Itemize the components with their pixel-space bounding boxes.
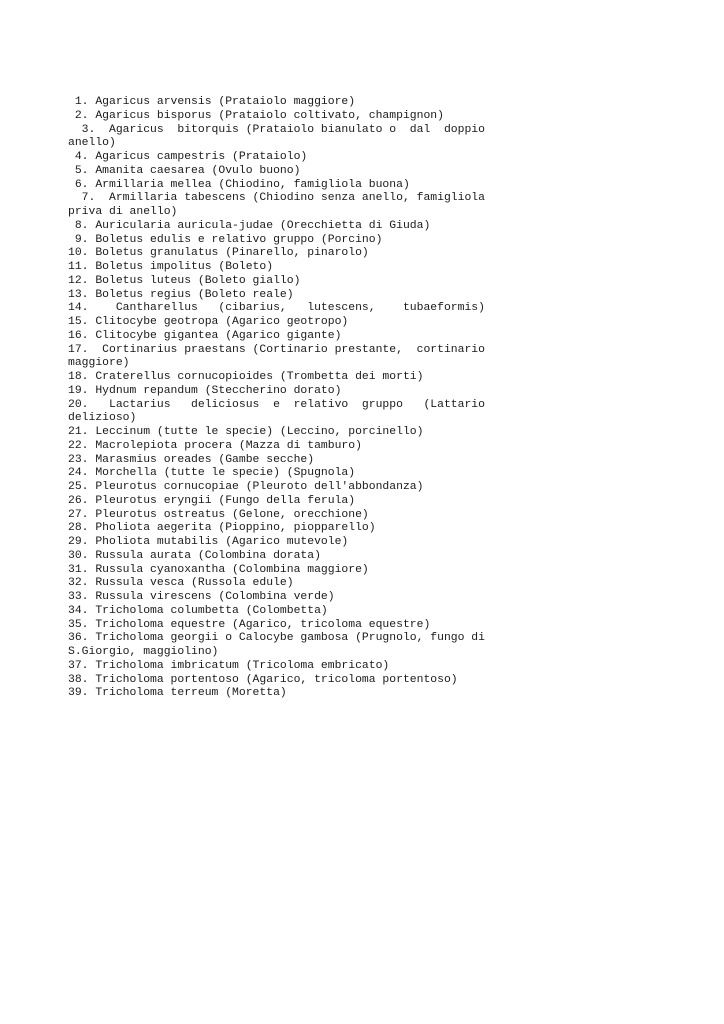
list-item-text: 27. Pleurotus ostreatus (Gelone, orecchione) (68, 508, 369, 521)
list-item-text: 8. Auricularia auricula-judae (Orecchietta di Giuda) (68, 219, 431, 232)
list-item-text: 12. Boletus luteus (Boleto giallo) (68, 274, 301, 287)
list-item-text: 22. Macrolepiota procera (Mazza di tamburo) (68, 439, 362, 452)
list-item-text: 11. Boletus impolitus (Boleto) (68, 261, 274, 273)
list-item (68, 674, 518, 688)
list-item (68, 275, 518, 289)
list-item (68, 316, 518, 330)
list-item (68, 660, 518, 674)
list-item (68, 536, 518, 550)
list-item (68, 495, 518, 509)
list-item (68, 371, 518, 385)
list-item-continuation: maggiore) (68, 357, 130, 370)
list-item-text: 21. Leccinum (tutte le specie) (Leccino, porcinello) (68, 426, 424, 438)
list-item-text: 15. Clitocybe geotropa (Agarico geotropo) (68, 316, 349, 328)
list-item-text: 38. Tricholoma portentoso (Agarico, tricoloma portentoso) (68, 673, 458, 686)
list-item-text: 35. Tricholoma equestre (Agarico, tricoloma equestre) (68, 618, 431, 631)
list-item (68, 192, 518, 220)
list-item (68, 124, 518, 152)
list-item-text: 24. Morchella (tutte le specie) (Spugnola) (68, 467, 356, 480)
list-item (68, 522, 518, 536)
list-item (68, 151, 518, 165)
list-item-text: 31. Russula cyanoxantha (Colombina maggiore) (68, 563, 369, 576)
list-item (68, 96, 518, 110)
mushroom-species-list (68, 96, 518, 701)
list-item (68, 261, 518, 275)
list-item-text: 29. Pholiota mutabilis (Agarico mutevole) (68, 536, 349, 548)
list-item-text: 13. Boletus regius (Boleto reale) (68, 288, 294, 301)
list-item (68, 385, 518, 399)
list-item (68, 426, 518, 440)
list-item-text: 18. Craterellus cornucopioides (Trombetta dei morti) (68, 371, 424, 383)
list-item (68, 440, 518, 454)
list-item-text: 33. Russula virescens (Colombina verde) (68, 591, 335, 603)
list-item-continuation: delizioso) (68, 412, 137, 425)
list-item (68, 577, 518, 591)
list-item (68, 591, 518, 605)
list-item (68, 220, 518, 234)
list-item (68, 165, 518, 179)
list-item-text: 16. Clitocybe gigantea (Agarico gigante) (68, 329, 342, 342)
list-item-text: 5. Amanita caesarea (Ovulo buono) (68, 164, 301, 177)
list-item (68, 234, 518, 248)
list-item-text: 17. Cortinarius praestans (Cortinario prestante, cortinario (68, 343, 485, 356)
list-item (68, 302, 518, 316)
list-item-continuation: anello) (68, 137, 116, 150)
list-item-text: 19. Hydnum repandum (Steccherino dorato) (68, 384, 342, 397)
list-item-text: 30. Russula aurata (Colombina dorata) (68, 549, 321, 562)
list-item (68, 247, 518, 261)
list-item (68, 632, 518, 660)
list-item-text: 34. Tricholoma columbetta (Colombetta) (68, 604, 328, 617)
list-item-continuation: S.Giorgio, maggiolino) (68, 646, 219, 658)
list-item (68, 344, 518, 372)
list-item (68, 687, 518, 701)
list-item-text: 28. Pholiota aegerita (Pioppino, piopparello) (68, 522, 376, 535)
list-item-text: 1. Agaricus arvensis (Prataiolo maggiore) (68, 96, 356, 108)
list-item-text: 2. Agaricus bisporus (Prataiolo coltivato, champignon) (68, 109, 444, 122)
list-item (68, 481, 518, 495)
list-item-text: 25. Pleurotus cornucopiae (Pleuroto dell'abbondanza) (68, 481, 424, 493)
list-item-text: 23. Marasmius oreades (Gambe secche) (68, 453, 315, 466)
list-item-text: 3. Agaricus bitorquis (Prataiolo bianulato o dal doppio (68, 123, 485, 136)
list-item (68, 289, 518, 303)
list-item-text: 37. Tricholoma imbricatum (Tricoloma embricato) (68, 659, 390, 672)
list-item (68, 179, 518, 193)
list-item (68, 467, 518, 481)
list-item-text: 6. Armillaria mellea (Chiodino, famigliola buona) (68, 178, 410, 191)
list-item-text: 9. Boletus edulis e relativo gruppo (Porcino) (68, 233, 383, 246)
list-item (68, 509, 518, 523)
list-item-continuation: priva di anello) (68, 206, 178, 218)
list-item-text: 7. Armillaria tabescens (Chiodino senza anello, famigliola (68, 192, 485, 205)
list-item-text: 4. Agaricus campestris (Prataiolo) (68, 151, 308, 163)
list-item (68, 605, 518, 619)
list-item (68, 454, 518, 468)
list-item-text: 32. Russula vesca (Russola edule) (68, 577, 294, 590)
list-item (68, 399, 518, 427)
list-item-text: 20. Lactarius deliciosus e relativo gruppo (Lattario (68, 398, 485, 411)
list-item-text: 39. Tricholoma terreum (Moretta) (68, 687, 287, 700)
list-item (68, 619, 518, 633)
list-item (68, 564, 518, 578)
list-item (68, 330, 518, 344)
list-item-text: 26. Pleurotus eryngii (Fungo della ferula) (68, 494, 356, 507)
list-item-text: 10. Boletus granulatus (Pinarello, pinarolo) (68, 247, 369, 260)
list-item (68, 110, 518, 124)
list-item-text: 36. Tricholoma georgii o Calocybe gambosa (Prugnolo, fungo di (68, 632, 485, 645)
list-item (68, 550, 518, 564)
list-item-text: 14. Cantharellus (cibarius, lutescens, tubaeformis) (68, 302, 485, 315)
